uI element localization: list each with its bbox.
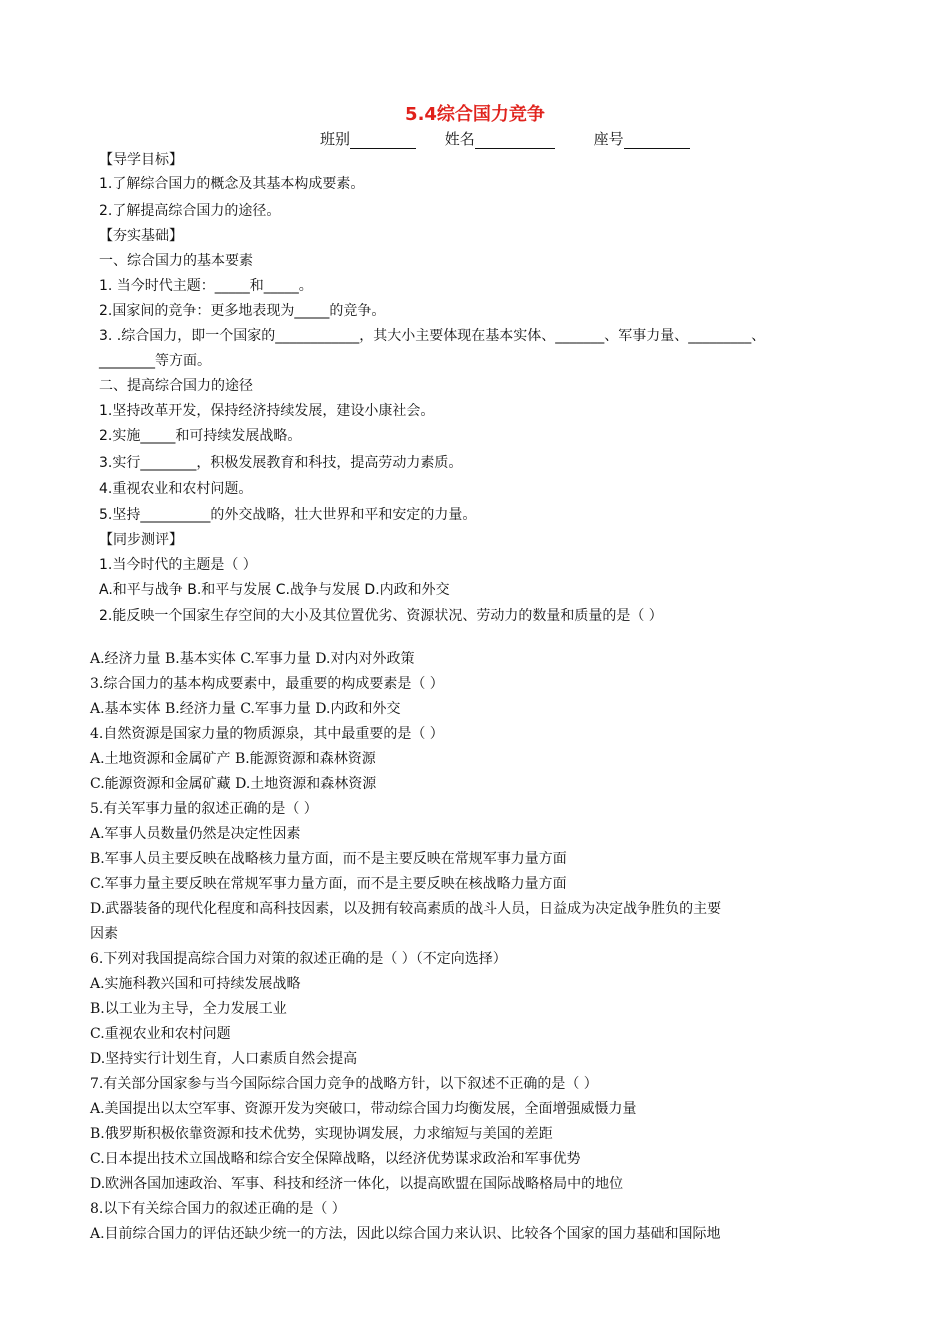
options-line: A.基本实体 B.经济力量 C.军事力量 D.内政和外交 (90, 701, 401, 717)
options-line: C.能源资源和金属矿藏 D.土地资源和森林资源 (90, 776, 377, 792)
name-label: 姓名 (444, 130, 475, 148)
option-line: C.日本提出技术立国战略和综合安全保障战略，以经济优势谋求政治和军事优势 (90, 1151, 581, 1167)
text-line: 一、综合国力的基本要素 (99, 253, 253, 269)
question-line: 3.综合国力的基本构成要素中，最重要的构成要素是（ ） (90, 676, 444, 692)
text-line: 1.坚持改革开发，保持经济持续发展，建设小康社会。 (99, 403, 435, 419)
option-line: B.军事人员主要反映在战略核力量方面，而不是主要反映在常规军事力量方面 (90, 851, 567, 867)
text-line: 4.重视农业和农村问题。 (99, 481, 253, 497)
option-line: B.以工业为主导，全力发展工业 (90, 1001, 287, 1017)
option-line: D.欧洲各国加速政治、军事、科技和经济一体化，以提高欧盟在国际战略格局中的地位 (90, 1176, 624, 1192)
option-line: A.军事人员数量仍然是决定性因素 (90, 826, 301, 842)
option-line: A.目前综合国力的评估还缺少统一的方法，因此以综合国力来认识、比较各个国家的国力基础和国际地 (90, 1226, 721, 1242)
question-line: 5.有关军事力量的叙述正确的是（ ） (90, 801, 318, 817)
question-line: 3. .综合国力，即一个国家的____________，其大小主要体现在基本实体、_______、军事力量、_________、 (99, 328, 766, 344)
question-line: ________等方面。 (99, 353, 211, 369)
option-line: A.实施科教兴国和可持续发展战略 (90, 976, 301, 992)
page-title: 5.4综合国力竞争 (405, 104, 545, 125)
question-line: 5.坚持__________的外交战略，壮大世界和平和安定的力量。 (99, 507, 477, 523)
question-line: 2.国家间的竞争：更多地表现为_____的竞争。 (99, 303, 386, 319)
options-line: A.土地资源和金属矿产 B.能源资源和森林资源 (90, 751, 376, 767)
class-label: 班别 (320, 130, 351, 148)
option-line-continued: 因素 (90, 926, 118, 942)
option-line: D.武器装备的现代化程度和高科技因素，以及拥有较高素质的战斗人员，日益成为决定战争胜负的主要 (90, 901, 722, 917)
seat-label: 座号 (593, 130, 624, 148)
question-line: 7.有关部分国家参与当今国际综合国力竞争的战略方针，以下叙述不正确的是（ ） (90, 1076, 598, 1092)
class-blank (350, 133, 416, 149)
option-line: A.美国提出以太空军事、资源开发为突破口，带动综合国力均衡发展，全面增强威慑力量 (90, 1101, 637, 1117)
options-line: A.和平与战争 B.和平与发展 C.战争与发展 D.内政和外交 (99, 582, 450, 598)
option-line: D.坚持实行计划生育，人口素质自然会提高 (90, 1051, 358, 1067)
section-heading: 【导学目标】 (99, 152, 183, 168)
section-heading: 【夯实基础】 (99, 228, 183, 244)
question-line: 8.以下有关综合国力的叙述正确的是（ ） (90, 1201, 346, 1217)
text-line: 二、提高综合国力的途径 (99, 378, 253, 394)
option-line: C.重视农业和农村问题 (90, 1026, 231, 1042)
question-line: 2.实施_____和可持续发展战略。 (99, 428, 302, 444)
question-line: 6.下列对我国提高综合国力对策的叙述正确的是（ ）（不定向选择） (90, 951, 507, 967)
seat-blank (624, 133, 690, 149)
text-line: 1.了解综合国力的概念及其基本构成要素。 (99, 176, 365, 192)
options-line: A.经济力量 B.基本实体 C.军事力量 D.对内对外政策 (90, 651, 415, 667)
text-line: 2.了解提高综合国力的途径。 (99, 203, 281, 219)
question-line: 2.能反映一个国家生存空间的大小及其位置优劣、资源状况、劳动力的数量和质量的是（ ） (99, 608, 663, 624)
section-heading: 【同步测评】 (99, 532, 183, 548)
name-blank (475, 133, 555, 149)
option-line: C.军事力量主要反映在常规军事力量方面，而不是主要反映在核战略力量方面 (90, 876, 567, 892)
question-line: 1.当今时代的主题是（ ） (99, 557, 257, 573)
question-line: 4.自然资源是国家力量的物质源泉，其中最重要的是（ ） (90, 726, 444, 742)
student-info-line (320, 128, 690, 149)
question-line: 1. 当今时代主题：_____和_____。 (99, 278, 313, 294)
option-line: B.俄罗斯积极依靠资源和技术优势，实现协调发展，力求缩短与美国的差距 (90, 1126, 553, 1142)
question-line: 3.实行________，积极发展教育和科技，提高劳动力素质。 (99, 455, 463, 471)
